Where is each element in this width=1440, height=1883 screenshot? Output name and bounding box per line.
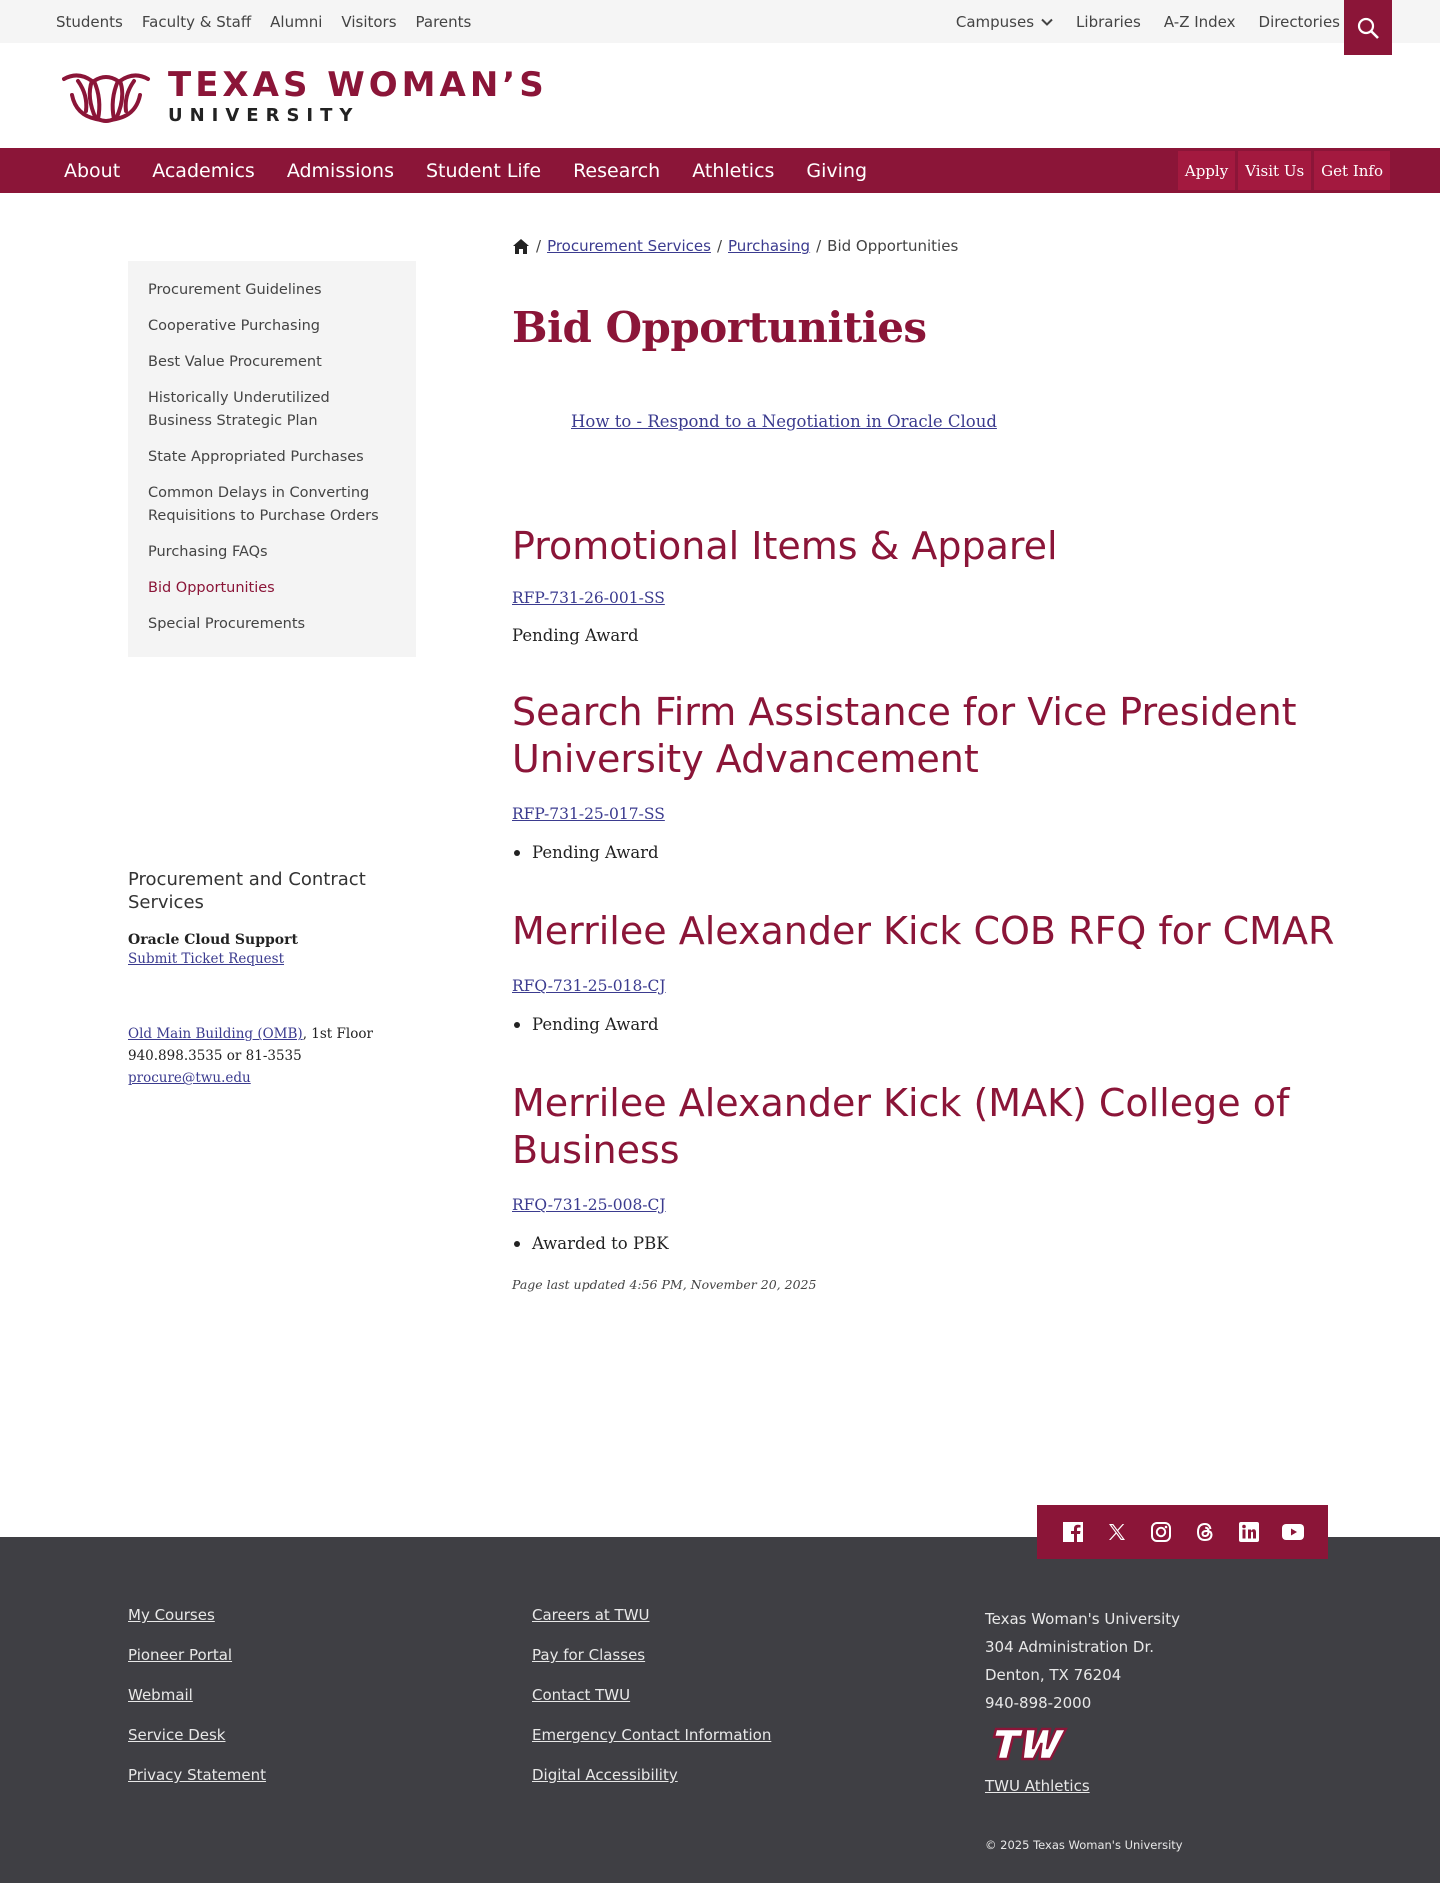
utility-link-directories[interactable]: Directories [1258, 12, 1340, 31]
footer-phone: 940-898-2000 [985, 1694, 1092, 1712]
footer-link-my-courses[interactable]: My Courses [128, 1606, 215, 1624]
breadcrumb [512, 237, 1342, 255]
twu-athletics-link[interactable]: TWU Athletics [985, 1777, 1090, 1795]
bid-title: Merrilee Alexander Kick COB RFQ for CMAR [512, 909, 1335, 953]
bid-title: Merrilee Alexander Kick (MAK) College of Business [512, 1081, 1290, 1172]
main-nav-items [64, 148, 867, 193]
page-last-updated: Page last updated 4:56 PM, November 20, 2025 [512, 1277, 817, 1292]
oracle-support-heading: Oracle Cloud Support [128, 932, 298, 948]
nav-admissions[interactable]: Admissions [286, 159, 394, 182]
footer-city: Denton, TX 76204 [985, 1666, 1122, 1684]
sidebar-item-bid-opportunities[interactable]: Bid Opportunities [148, 580, 275, 596]
utility-link-libraries[interactable]: Libraries [1076, 12, 1141, 31]
content-area [0, 193, 1440, 1537]
footer-link-service-desk[interactable]: Service Desk [128, 1726, 226, 1744]
footer-street: 304 Administration Dr. [985, 1638, 1155, 1656]
youtube-icon[interactable] [1281, 1520, 1305, 1544]
brand-header [0, 43, 1440, 148]
campuses-label: Campuses [955, 12, 1035, 31]
logo-wordmark [168, 67, 548, 127]
instagram-icon[interactable] [1149, 1520, 1173, 1544]
section-sidebar-nav [128, 261, 416, 657]
nav-student-life[interactable]: Student Life [425, 159, 542, 182]
sidebar-item-hub-strategic-plan[interactable]: Historically Underutilized Business Strategic Plan [148, 390, 330, 429]
bid-number-link[interactable]: RFP-731-26-001-SS [512, 589, 665, 607]
footer-link-pioneer-portal[interactable]: Pioneer Portal [128, 1646, 233, 1664]
footer-links-col-2 [532, 1605, 771, 1805]
apply-button[interactable]: Apply [1178, 151, 1235, 190]
campuses-dropdown[interactable] [956, 13, 1053, 31]
breadcrumb-separator: / [816, 237, 822, 255]
bid-status: Pending Award [512, 626, 639, 645]
howto-respond-link[interactable]: How to - Respond to a Negotiation in Oracle Cloud [571, 412, 997, 431]
footer-links-col-1 [128, 1605, 266, 1805]
social-links [1037, 1505, 1328, 1559]
utility-link-visitors[interactable]: Visitors [341, 12, 397, 31]
bid-section [512, 523, 1342, 645]
contact-block [128, 868, 398, 1089]
footer-link-privacy-statement[interactable]: Privacy Statement [128, 1766, 267, 1784]
bid-status: Pending Award [512, 1015, 1342, 1034]
site-footer [0, 1537, 1440, 1883]
logo-line-1: TEXAS WOMAN’S [168, 65, 548, 105]
chevron-down-icon [1041, 16, 1053, 28]
bid-status: Awarded to PBK [512, 1234, 1342, 1253]
footer-link-webmail[interactable]: Webmail [128, 1686, 193, 1704]
visit-us-button[interactable]: Visit Us [1238, 151, 1311, 190]
bid-section [512, 908, 1342, 1034]
contact-title: Procurement and Contract Services [128, 869, 366, 913]
bid-number-link[interactable]: RFP-731-25-017-SS [512, 805, 665, 823]
utility-bar [0, 0, 1440, 43]
threads-icon[interactable] [1193, 1520, 1217, 1544]
sidebar-item-special-procurements[interactable]: Special Procurements [148, 616, 306, 632]
footer-link-digital-accessibility[interactable]: Digital Accessibility [532, 1766, 678, 1784]
audience-links [56, 0, 471, 43]
breadcrumb-current: Bid Opportunities [827, 237, 959, 255]
breadcrumb-procurement-services[interactable]: Procurement Services [547, 237, 711, 255]
sidebar-item-purchasing-faqs[interactable]: Purchasing FAQs [148, 544, 268, 560]
bid-number-link[interactable]: RFQ-731-25-008-CJ [512, 1196, 666, 1214]
bid-title: Search Firm Assistance for Vice President University Advancement [512, 690, 1297, 781]
x-icon[interactable] [1105, 1520, 1129, 1544]
logo-line-2: UNIVERSITY [168, 105, 360, 126]
main-navigation [0, 148, 1440, 193]
footer-link-contact-twu[interactable]: Contact TWU [532, 1686, 631, 1704]
utility-link-parents[interactable]: Parents [415, 12, 472, 31]
university-logo[interactable] [58, 67, 548, 127]
nav-athletics[interactable]: Athletics [692, 159, 775, 182]
utility-link-az-index[interactable]: A-Z Index [1163, 12, 1236, 31]
submit-ticket-link[interactable]: Submit Ticket Request [128, 951, 285, 967]
sidebar-item-common-delays[interactable]: Common Delays in Converting Requisitions to Purchase Orders [148, 485, 379, 524]
sidebar-item-cooperative-purchasing[interactable]: Cooperative Purchasing [148, 318, 321, 334]
cta-buttons [1178, 151, 1390, 190]
contact-phone: 940.898.3535 or 81-3535 [128, 1048, 302, 1064]
floor-text: , 1st Floor [302, 1026, 373, 1042]
sidebar-item-state-appropriated-purchases[interactable]: State Appropriated Purchases [148, 449, 364, 465]
get-info-button[interactable]: Get Info [1314, 151, 1390, 190]
facebook-icon[interactable] [1061, 1520, 1085, 1544]
bid-section [512, 1080, 1342, 1253]
breadcrumb-purchasing[interactable]: Purchasing [728, 237, 811, 255]
utility-link-alumni[interactable]: Alumni [270, 12, 323, 31]
utility-right-links [956, 0, 1340, 43]
contact-email-link[interactable]: procure@twu.edu [128, 1070, 251, 1086]
main-content [512, 237, 1342, 1292]
twu-athletics-logo[interactable] [985, 1725, 1180, 1772]
utility-link-students[interactable]: Students [56, 12, 123, 31]
nav-research[interactable]: Research [573, 159, 661, 182]
nav-giving[interactable]: Giving [806, 159, 868, 182]
breadcrumb-separator: / [536, 237, 542, 255]
utility-link-faculty-staff[interactable]: Faculty & Staff [141, 12, 252, 31]
bid-number-link[interactable]: RFQ-731-25-018-CJ [512, 977, 666, 995]
sidebar-item-procurement-guidelines[interactable]: Procurement Guidelines [148, 282, 322, 298]
contact-address [128, 1023, 398, 1089]
breadcrumb-separator: / [716, 237, 722, 255]
sidebar-item-best-value-procurement[interactable]: Best Value Procurement [148, 354, 322, 370]
footer-link-pay-for-classes[interactable]: Pay for Classes [532, 1646, 646, 1664]
twu-emblem-icon [58, 67, 154, 127]
home-icon[interactable] [512, 238, 530, 255]
copyright: © 2025 Texas Woman's University [985, 1838, 1183, 1852]
footer-university-name: Texas Woman's University [985, 1610, 1181, 1628]
footer-address [985, 1605, 1180, 1800]
nav-about[interactable]: About [64, 159, 121, 182]
bid-status: Pending Award [512, 843, 1342, 862]
page-title: Bid Opportunities [512, 303, 927, 352]
bid-title: Promotional Items & Apparel [512, 524, 1058, 568]
building-link[interactable]: Old Main Building (OMB) [128, 1026, 303, 1042]
linkedin-icon[interactable] [1237, 1520, 1261, 1544]
footer-link-careers[interactable]: Careers at TWU [532, 1606, 650, 1624]
nav-academics[interactable]: Academics [152, 159, 255, 182]
bid-section [512, 689, 1342, 862]
footer-link-emergency-contact[interactable]: Emergency Contact Information [532, 1726, 772, 1744]
search-icon [1356, 16, 1380, 40]
